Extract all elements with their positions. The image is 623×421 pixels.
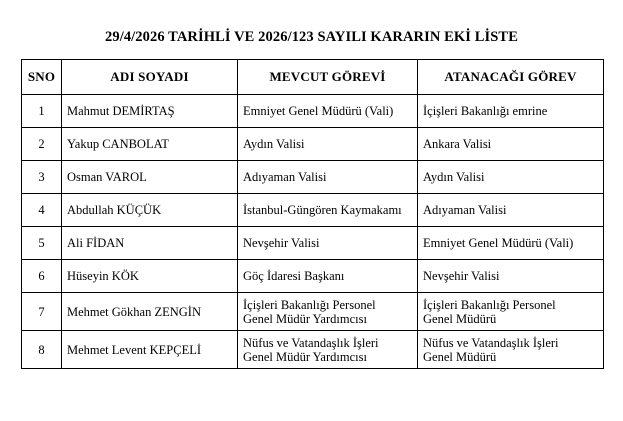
cell-name: Abdullah KÜÇÜK (62, 194, 238, 227)
cell-new-role (418, 227, 604, 260)
cell-name: Mahmut DEMİRTAŞ (62, 95, 238, 128)
cell-new-role (418, 128, 604, 161)
table-row (22, 95, 604, 128)
table-row (22, 128, 604, 161)
cell-current-role-line1: Aydın Valisi (243, 137, 305, 151)
cell-current-role-line1: Nüfus ve Vatandaşlık İşleri (243, 335, 379, 350)
table-row (22, 293, 604, 331)
page-title: 29/4/2026 TARİHLİ VE 2026/123 SAYILI KARARIN EKİ LİSTE (105, 29, 518, 45)
table-header (22, 60, 604, 95)
cell-name: Yakup CANBOLAT (62, 128, 238, 161)
cell-current-role-line2: Genel Müdür Yardımcısı (243, 311, 367, 326)
cell-new-role-line1: Ankara Valisi (423, 137, 492, 151)
appointment-list-table (21, 59, 604, 369)
cell-sno: 6 (22, 260, 62, 293)
cell-current-role (238, 293, 418, 331)
cell-current-role-line2: Genel Müdür Yardımcısı (243, 349, 367, 364)
column-header-new-role: ATANACAĞI GÖREV (418, 60, 604, 95)
cell-new-role-line1: Nüfus ve Vatandaşlık İşleri (423, 335, 559, 350)
cell-name: Mehmet Levent KEPÇELİ (62, 331, 238, 369)
cell-current-role (238, 194, 418, 227)
cell-sno: 3 (22, 161, 62, 194)
cell-name: Hüseyin KÖK (62, 260, 238, 293)
cell-new-role-line1: Aydın Valisi (423, 170, 485, 184)
column-header-current-role: MEVCUT GÖREVİ (238, 60, 418, 95)
cell-current-role (238, 331, 418, 369)
column-header-name: ADI SOYADI (62, 60, 238, 95)
table-header-row (22, 60, 604, 95)
cell-current-role (238, 161, 418, 194)
cell-name: Mehmet Gökhan ZENGİN (62, 293, 238, 331)
cell-new-role-line1: İçişleri Bakanlığı Personel (423, 297, 556, 312)
cell-new-role (418, 194, 604, 227)
column-header-sno: SNO (22, 60, 62, 95)
cell-sno: 1 (22, 95, 62, 128)
cell-current-role-line1: Adıyaman Valisi (243, 170, 327, 184)
cell-new-role (418, 260, 604, 293)
cell-current-role-line1: İçişleri Bakanlığı Personel (243, 297, 376, 312)
cell-current-role-line1: Emniyet Genel Müdürü (Vali) (243, 104, 394, 118)
cell-sno: 5 (22, 227, 62, 260)
cell-new-role-line2: Genel Müdürü (423, 349, 497, 364)
cell-new-role (418, 161, 604, 194)
cell-sno: 8 (22, 331, 62, 369)
cell-new-role-line1: Nevşehir Valisi (423, 269, 500, 283)
cell-current-role-line1: Nevşehir Valisi (243, 236, 320, 250)
appointment-list-table-container (21, 59, 603, 369)
cell-sno: 7 (22, 293, 62, 331)
cell-new-role (418, 331, 604, 369)
cell-sno: 4 (22, 194, 62, 227)
cell-current-role-line1: Göç İdaresi Başkanı (243, 269, 345, 283)
table-body (22, 95, 604, 369)
cell-current-role (238, 260, 418, 293)
table-row (22, 331, 604, 369)
cell-new-role (418, 95, 604, 128)
cell-new-role-line1: Emniyet Genel Müdürü (Vali) (423, 236, 574, 250)
cell-current-role (238, 227, 418, 260)
table-row (22, 194, 604, 227)
cell-new-role (418, 293, 604, 331)
cell-current-role (238, 95, 418, 128)
table-row (22, 227, 604, 260)
cell-new-role-line1: Adıyaman Valisi (423, 203, 507, 217)
cell-current-role (238, 128, 418, 161)
table-row (22, 161, 604, 194)
cell-sno: 2 (22, 128, 62, 161)
cell-new-role-line1: İçişleri Bakanlığı emrine (423, 104, 548, 118)
cell-current-role-line1: İstanbul-Güngören Kaymakamı (243, 203, 402, 217)
cell-name: Osman VAROL (62, 161, 238, 194)
cell-name: Ali FİDAN (62, 227, 238, 260)
cell-new-role-line2: Genel Müdürü (423, 311, 497, 326)
table-row (22, 260, 604, 293)
